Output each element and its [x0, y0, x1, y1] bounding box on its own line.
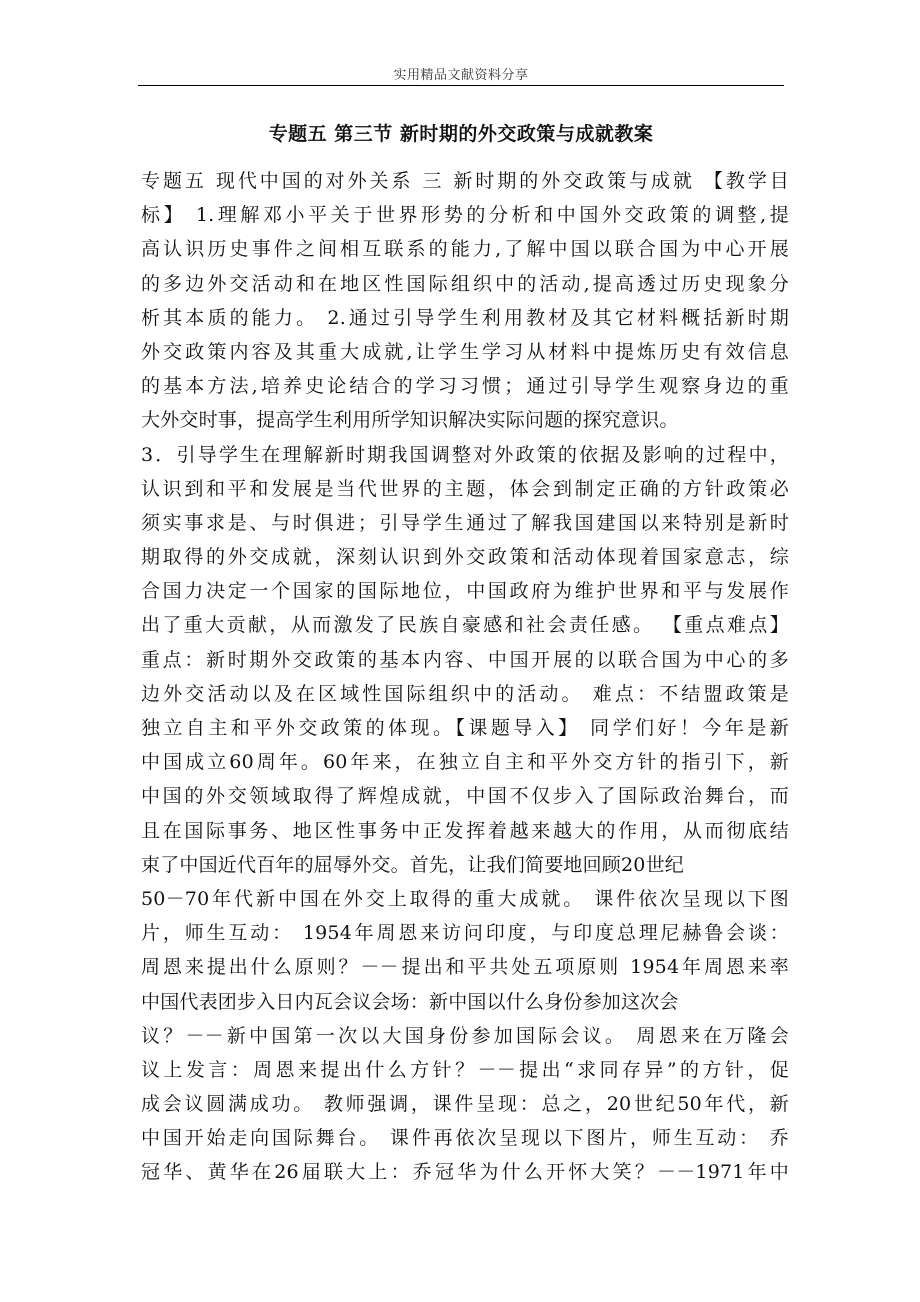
body-line: 50－70年代新中国在外交上取得的重大成就。 课件依次呈现以下图: [141, 887, 789, 910]
body-line: 外交政策内容及其重大成就,让学生学习从材料中提炼历史有效信息: [141, 340, 789, 363]
body-line: 冠华、黄华在26届联大上：乔冠华为什么开怀大笑？－－1971年中: [141, 1161, 789, 1184]
body-line: 中国成立60周年。60年来，在独立自主和平外交方针的指引下，新: [141, 751, 789, 774]
body-line: 须实事求是、与时俱进；引导学生通过了解我国建国以来特别是新时: [141, 511, 789, 534]
body-line: 大外交时事，提高学生利用所学知识解决实际问题的探究意识。: [141, 409, 679, 432]
body-line: 中国开始走向国际舞台。 课件再依次呈现以下图片，师生互动： 乔: [141, 1127, 789, 1150]
body-line: 成会议圆满成功。 教师强调，课件呈现：总之，20世纪50年代，新: [141, 1093, 789, 1116]
body-line: 标】 1.理解邓小平关于世界形势的分析和中国外交政策的调整,提: [141, 204, 789, 227]
body-line: 边外交活动以及在区域性国际组织中的活动。 难点：不结盟政策是: [141, 682, 789, 705]
document-title: 专题五 第三节 新时期的外交政策与成就教案: [268, 123, 654, 145]
running-header: 实用精品文献资料分享: [393, 68, 529, 83]
body-line: 重点：新时期外交政策的基本内容、中国开展的以联合国为中心的多: [141, 648, 789, 671]
body-line: 的多边外交活动和在地区性国际组织中的活动,提高透过历史现象分: [141, 272, 789, 295]
body-line: 高认识历史事件之间相互联系的能力,了解中国以联合国为中心开展: [141, 238, 789, 261]
body-line: 束了中国近代百年的屈辱外交。首先，让我们简要地回顾20世纪: [141, 853, 684, 876]
body-line: 独立自主和平外交政策的体现。【课题导入】 同学们好！今年是新: [141, 717, 789, 739]
body-line: 中国的外交领域取得了辉煌成就，中国不仅步入了国际政治舞台，而: [141, 785, 789, 808]
body-line: 期取得的外交成就，深刻认识到外交政策和活动体现着国家意志，综: [141, 546, 789, 569]
body-line: 的基本方法,培养史论结合的学习习惯；通过引导学生观察身边的重: [141, 375, 789, 398]
body-line: 片，师生互动： 1954年周恩来访问印度，与印度总理尼赫鲁会谈：: [141, 922, 789, 945]
body-line: 议上发言：周恩来提出什么方针？－－提出“求同存异”的方针，促: [141, 1058, 789, 1081]
body-line: 议？－－新中国第一次以大国身份参加国际会议。 周恩来在万隆会: [141, 1024, 789, 1047]
body-line: 周恩来提出什么原则？－－提出和平共处五项原则 1954年周恩来率: [141, 956, 789, 979]
body-line: 析其本质的能力。 2.通过引导学生利用教材及其它材料概括新时期: [141, 306, 789, 329]
header-divider: [138, 85, 784, 86]
body-line: 且在国际事务、地区性事务中正发挥着越来越大的作用，从而彻底结: [141, 819, 789, 842]
document-body: [141, 164, 789, 1190]
body-line: 出了重大贡献，从而激发了民族自豪感和社会责任感。 【重点难点】: [141, 614, 789, 637]
body-line: 专题五 现代中国的对外关系 三 新时期的外交政策与成就 【教学目: [141, 170, 789, 192]
body-line: 3．引导学生在理解新时期我国调整对外政策的依据及影响的过程中，: [141, 443, 789, 466]
body-line: 合国力决定一个国家的国际地位，中国政府为维护世界和平与发展作: [141, 580, 789, 603]
body-line: 中国代表团步入日内瓦会议会场：新中国以什么身份参加这次会: [141, 990, 679, 1013]
body-line: 认识到和平和发展是当代世界的主题，体会到制定正确的方针政策必: [141, 477, 789, 500]
